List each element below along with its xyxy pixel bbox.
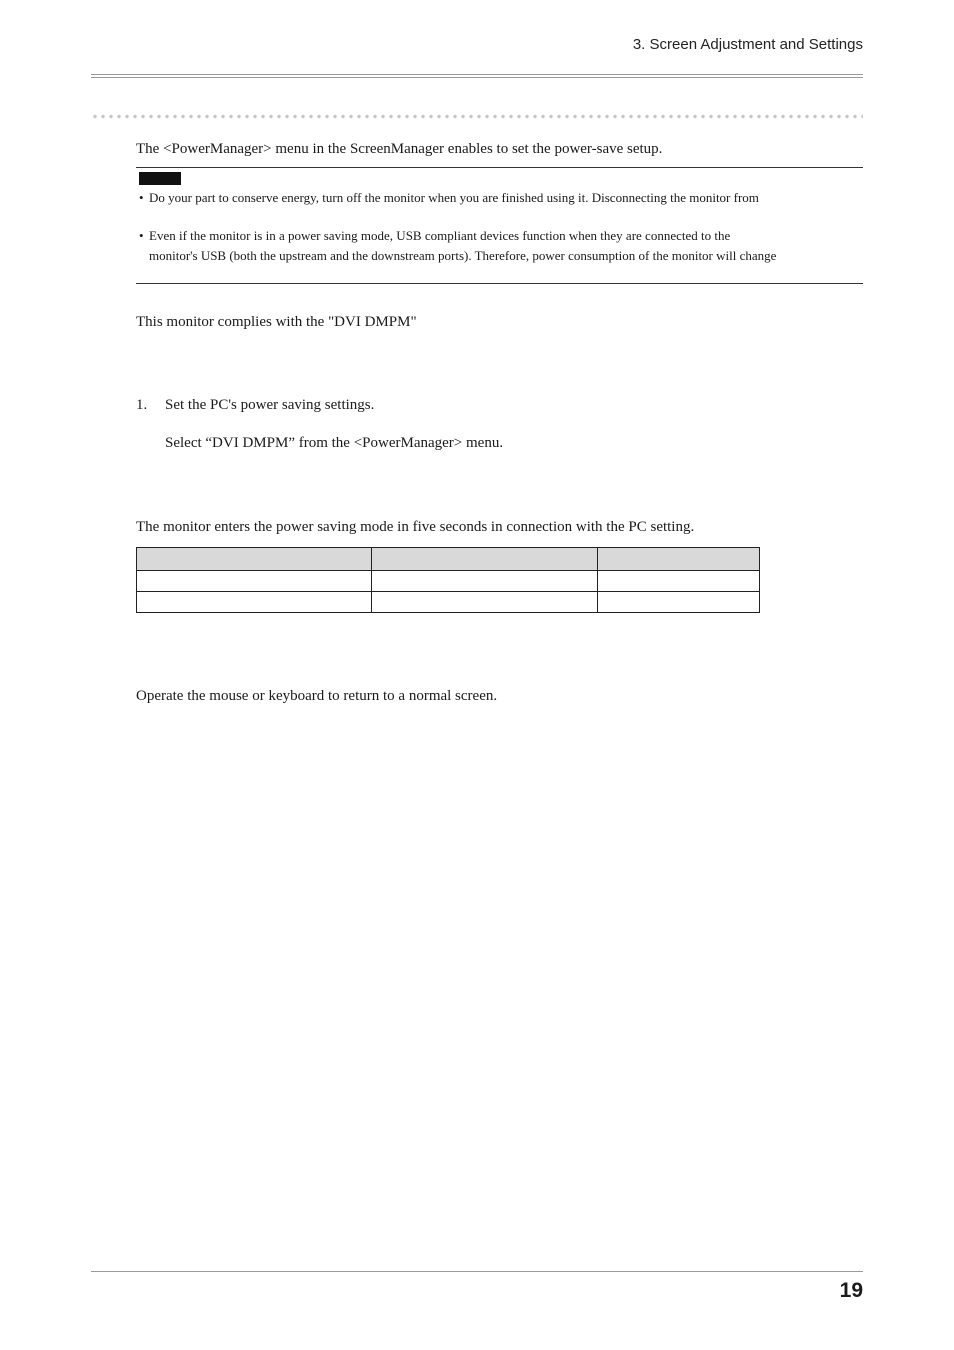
bullet-icon: • xyxy=(139,228,144,243)
table-cell xyxy=(372,592,598,613)
note-item-line: Even if the monitor is in a power saving mode, USB compliant devices function when they are connected to the xyxy=(149,228,731,243)
power-saving-text: The monitor enters the power saving mode in five seconds in connection with the PC setting. xyxy=(136,519,695,535)
note-label-tag xyxy=(139,172,181,185)
table-row xyxy=(137,571,760,592)
page-number: 19 xyxy=(839,1279,863,1302)
table-cell xyxy=(598,571,760,592)
table-cell xyxy=(137,592,372,613)
table-header-row xyxy=(137,548,760,571)
compliance-text: This monitor complies with the "DVI DMPM" xyxy=(136,314,417,330)
intro-paragraph: The <PowerManager> menu in the ScreenManager enables to set the power-save setup. xyxy=(136,141,663,157)
footer-rule xyxy=(91,1271,863,1272)
dotted-divider xyxy=(91,114,863,119)
table-header-cell xyxy=(137,548,372,571)
return-text: Operate the mouse or keyboard to return to a normal screen. xyxy=(136,688,498,704)
table-header-cell xyxy=(372,548,598,571)
bullet-icon: • xyxy=(139,190,144,205)
table-row xyxy=(137,592,760,613)
table-header-cell xyxy=(598,548,760,571)
section-title: 3. Screen Adjustment and Settings xyxy=(632,36,863,53)
step-instruction: Set the PC's power saving settings. xyxy=(165,397,375,413)
step-number: 1. xyxy=(136,397,148,413)
header-rule xyxy=(91,74,863,78)
note-item-text xyxy=(149,226,863,266)
table-cell xyxy=(598,592,760,613)
step-detail: Select “DVI DMPM” from the <PowerManager> menu. xyxy=(165,435,504,451)
note-item-line: monitor's USB (both the upstream and the downstream ports). Therefore, power consumption of the monitor will change xyxy=(149,248,777,263)
note-item-text: Do your part to conserve energy, turn off the monitor when you are finished using it. Disconnecting the monitor from xyxy=(149,190,759,205)
note-box xyxy=(136,167,863,284)
table-cell xyxy=(372,571,598,592)
power-saving-table xyxy=(136,547,760,613)
table-cell xyxy=(137,571,372,592)
